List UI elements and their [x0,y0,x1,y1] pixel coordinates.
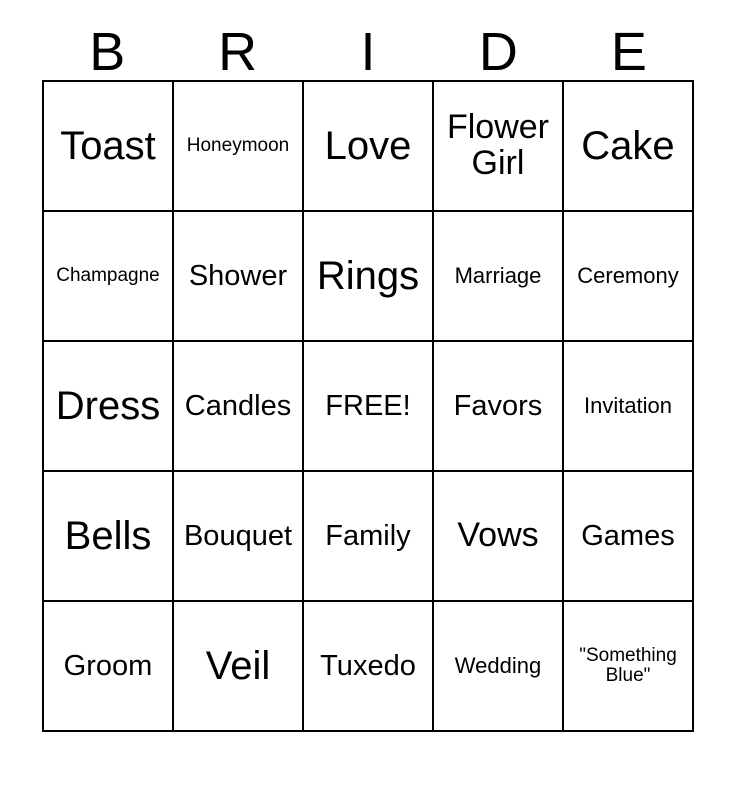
bingo-cell[interactable] [174,82,304,212]
bingo-row [44,212,694,342]
bingo-cell[interactable] [44,212,174,342]
bingo-cell-label: Vows [457,516,539,555]
bingo-cell-label: Groom [63,649,153,682]
bingo-cell-label: FREE! [325,389,411,422]
bingo-cell-label: Shower [188,259,288,292]
header-letter-r: R [218,22,258,82]
bingo-cell[interactable] [304,212,434,342]
bingo-row [44,602,694,732]
header-letter-i: I [360,22,376,82]
bingo-cell[interactable] [564,82,694,212]
bingo-cell[interactable] [44,82,174,212]
bingo-cell-label: Dress [55,384,161,428]
bingo-grid [42,80,694,732]
bingo-cell-label: Honeymoon [186,135,290,157]
bingo-cell[interactable] [44,472,174,602]
bingo-cell-label: Games [581,519,675,552]
bingo-cell[interactable] [44,342,174,472]
bingo-row [44,82,694,212]
bingo-cell[interactable] [304,82,434,212]
bingo-cell-label: Invitation [583,393,673,419]
bingo-cell-label: Love [324,124,412,168]
bingo-cell[interactable] [174,342,304,472]
bingo-cell[interactable] [434,472,564,602]
bingo-cell-label: Rings [316,254,420,298]
bingo-cell-label: Cake [581,124,675,168]
bingo-row [44,472,694,602]
bingo-cell[interactable] [174,602,304,732]
bingo-cell-label: Bouquet [183,519,293,552]
bingo-cell[interactable] [434,212,564,342]
header-letter-b: B [89,22,126,82]
bingo-cell[interactable] [564,342,694,472]
bingo-cell-label: Tuxedo [320,649,416,682]
bingo-cell-label: "Something Blue" [579,645,677,686]
bingo-header [42,0,694,80]
header-letter-e: E [610,22,647,82]
bingo-cell[interactable] [174,212,304,342]
bingo-cell-label: Bells [64,514,152,558]
bingo-cell[interactable] [44,602,174,732]
bingo-cell-label: Champagne [56,265,160,287]
bingo-cell[interactable] [174,472,304,602]
bingo-cell[interactable] [434,342,564,472]
bingo-cell-label: Marriage [454,263,542,289]
bingo-cell[interactable] [434,602,564,732]
header-letter-d: D [478,22,518,82]
bingo-cell[interactable] [564,602,694,732]
bingo-cell[interactable] [304,472,434,602]
bingo-cell-label: Family [325,519,411,552]
bingo-cell-free[interactable] [304,342,434,472]
bingo-cell-label: Flower Girl [446,108,550,182]
bingo-cell-label: Favors [453,389,543,422]
bingo-cell[interactable] [564,472,694,602]
bingo-cell-label: Wedding [454,653,542,679]
bingo-cell-label: Toast [60,124,156,168]
bingo-cell[interactable] [304,602,434,732]
bingo-cell[interactable] [434,82,564,212]
bingo-cell-label: Ceremony [577,263,679,289]
bingo-cell-label: Veil [205,644,271,688]
bingo-cell-label: Candles [184,389,292,422]
bingo-row [44,342,694,472]
bingo-cell[interactable] [564,212,694,342]
